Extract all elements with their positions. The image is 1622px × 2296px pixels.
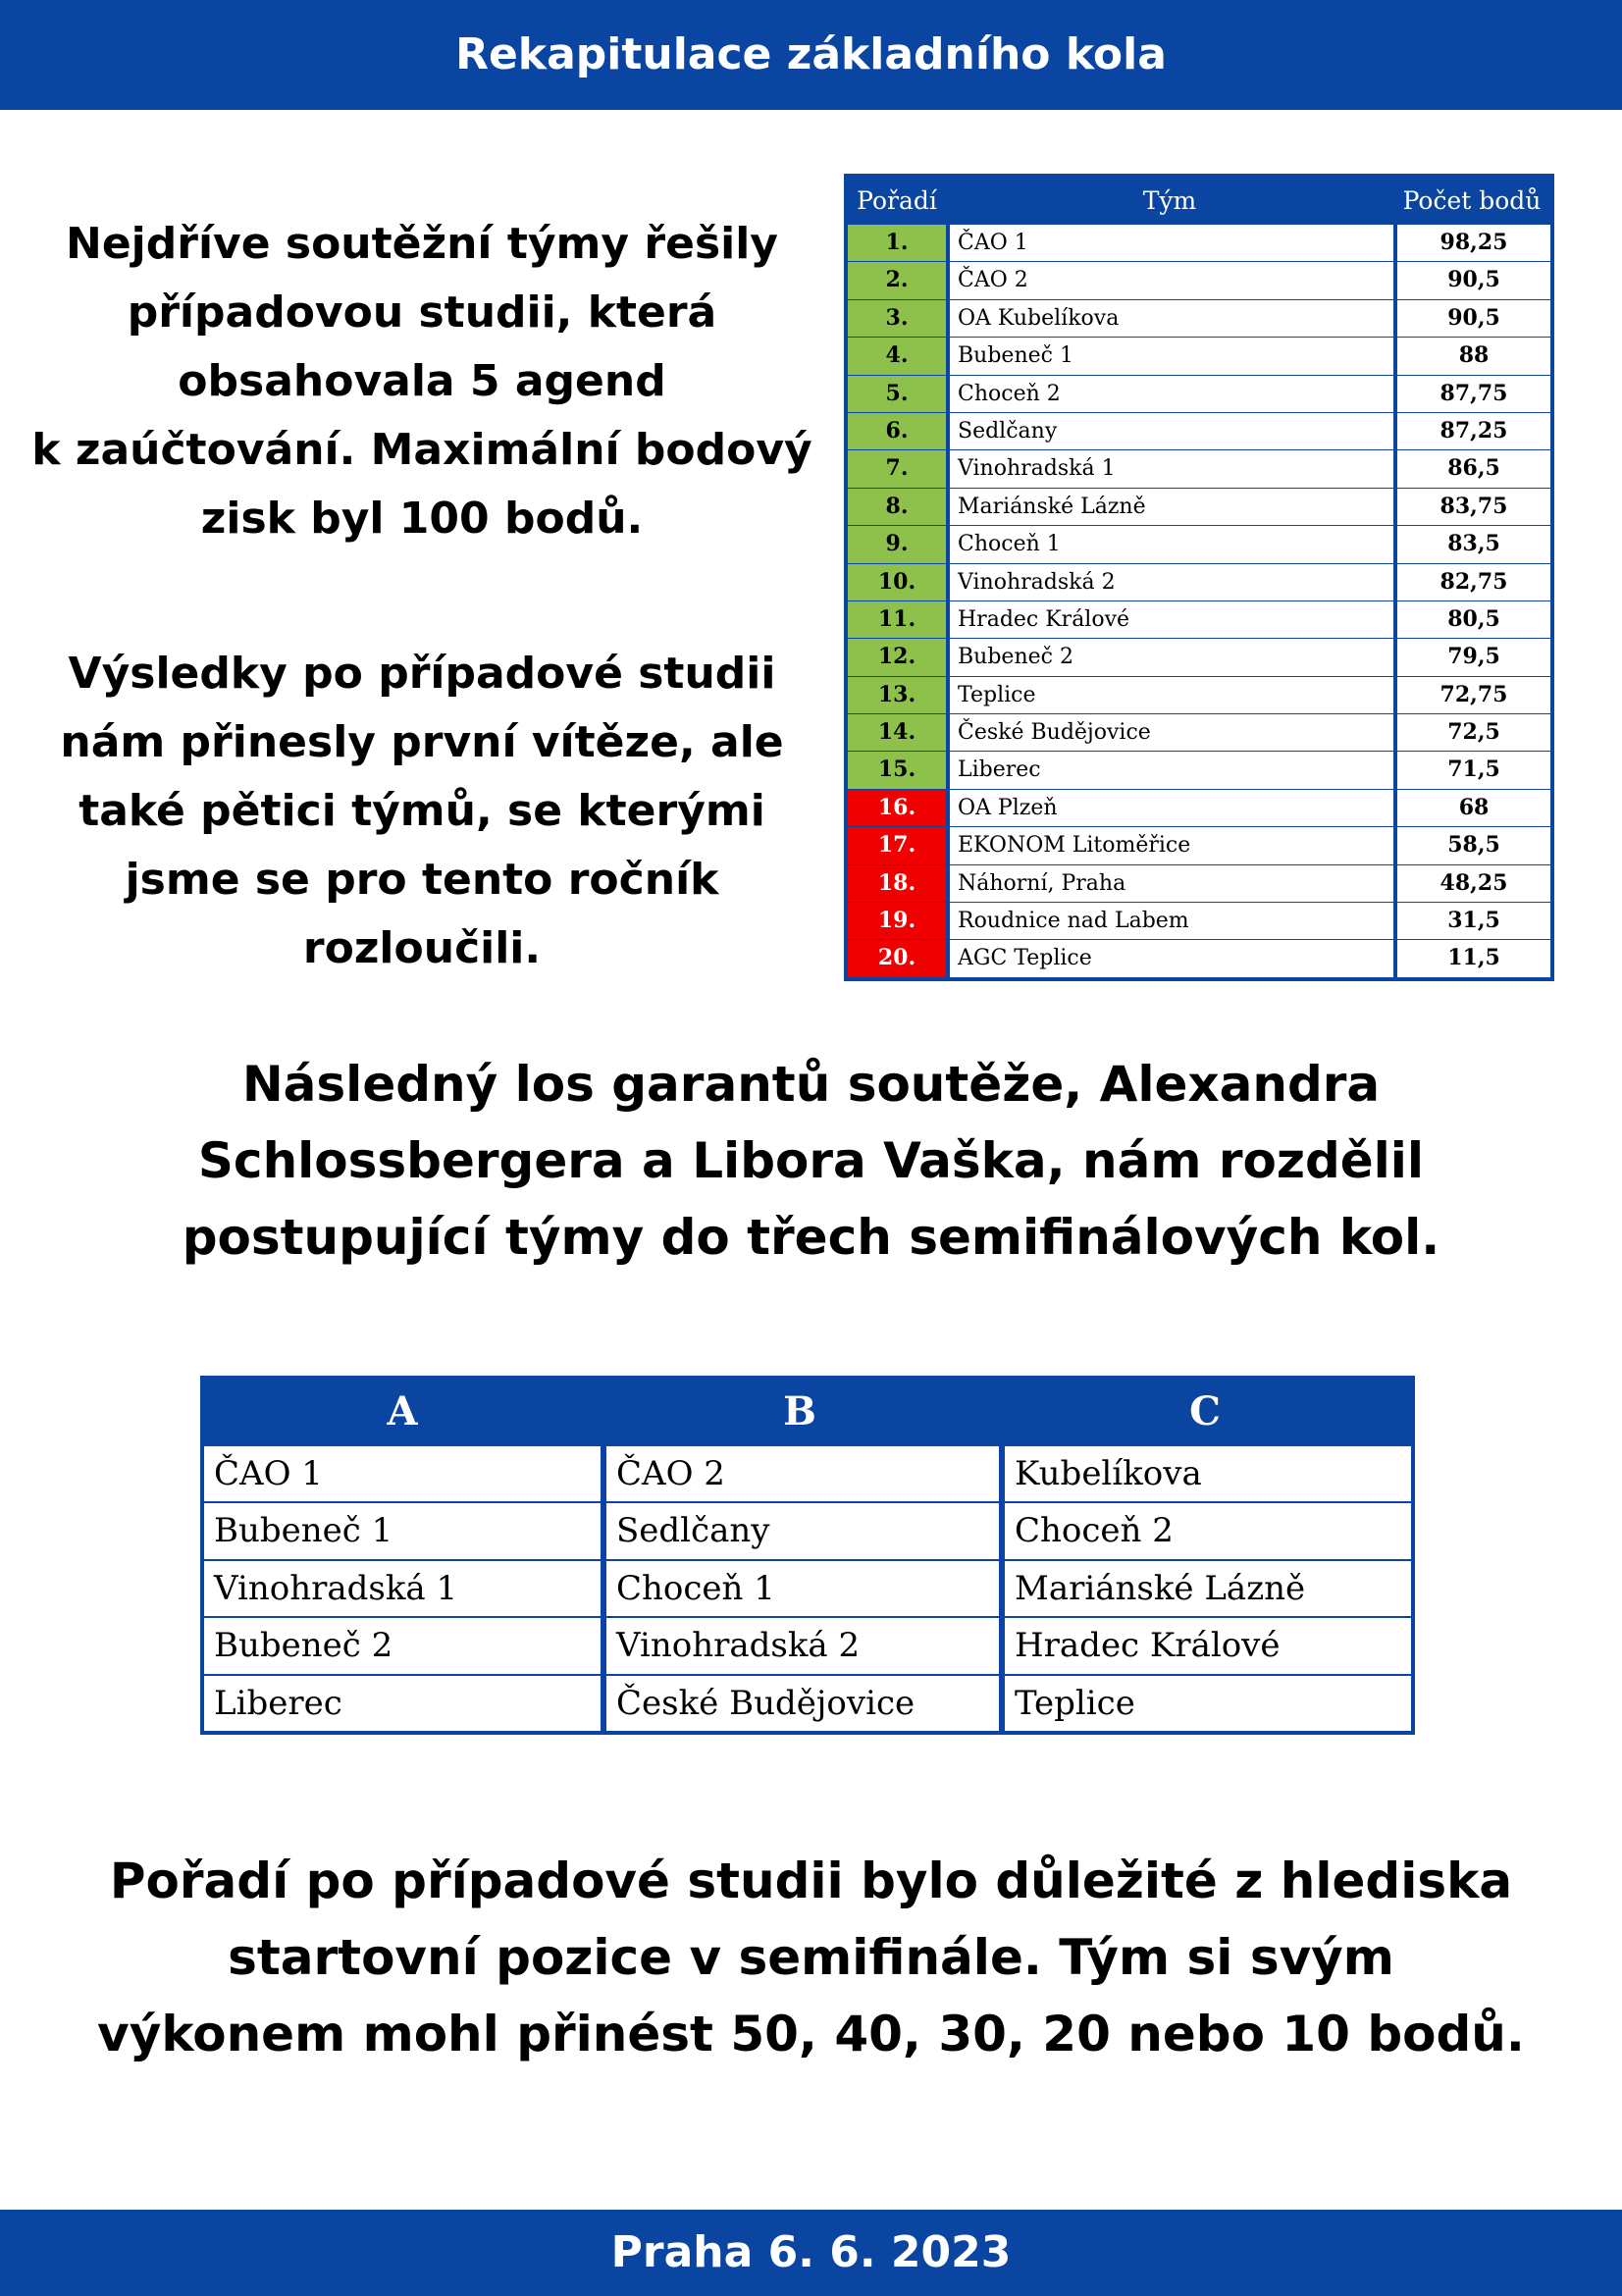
- rank-cell: 2.: [848, 262, 946, 298]
- table-row: [848, 488, 1550, 525]
- group-cell-a: Bubeneč 2: [204, 1618, 601, 1673]
- team-cell: Choceň 2: [946, 376, 1393, 412]
- points-cell: 48,25: [1393, 865, 1550, 902]
- table-row: [848, 563, 1550, 600]
- group-header-a: A: [387, 1388, 418, 1435]
- team-cell: AGC Teplice: [946, 940, 1393, 976]
- table-row: [848, 224, 1550, 261]
- team-cell: České Budějovice: [946, 714, 1393, 751]
- table-row: [848, 261, 1550, 298]
- table-row: [848, 713, 1550, 751]
- team-cell: Choceň 1: [946, 526, 1393, 562]
- team-cell: EKONOM Litoměřice: [946, 827, 1393, 863]
- points-cell: 86,5: [1393, 450, 1550, 487]
- table-row: [848, 449, 1550, 487]
- points-cell: 80,5: [1393, 601, 1550, 638]
- table-row: [204, 1559, 1411, 1616]
- ranking-table: [844, 174, 1554, 981]
- rank-cell: 7.: [848, 450, 946, 487]
- table-row: [204, 1444, 1411, 1501]
- points-cell: 71,5: [1393, 752, 1550, 788]
- group-cell-b: Vinohradská 2: [601, 1618, 999, 1673]
- table-row: [848, 299, 1550, 337]
- points-cell: 90,5: [1393, 262, 1550, 298]
- points-cell: 82,75: [1393, 564, 1550, 600]
- table-row: [848, 939, 1550, 976]
- ranking-header-points: Počet bodů: [1402, 186, 1542, 215]
- group-cell-b: Choceň 1: [601, 1561, 999, 1616]
- table-row: [848, 337, 1550, 374]
- footer-text: Praha 6. 6. 2023: [610, 2227, 1012, 2277]
- rank-cell: 16.: [848, 790, 946, 826]
- team-cell: Bubeneč 1: [946, 338, 1393, 374]
- intro-paragraph: Nejdříve soutěžní týmy řešily případovou studii, která obsahovala 5 agend k zaúčtování. Maximální bodový zisk byl 100 bodů.: [31, 219, 812, 544]
- rank-cell: 8.: [848, 489, 946, 525]
- group-cell-c: Kubelíkova: [999, 1446, 1411, 1501]
- team-cell: ČAO 2: [946, 262, 1393, 298]
- rank-cell: 10.: [848, 564, 946, 600]
- rank-cell: 1.: [848, 225, 946, 261]
- group-cell-a: Vinohradská 1: [204, 1561, 601, 1616]
- team-cell: Mariánské Lázně: [946, 489, 1393, 525]
- rank-cell: 4.: [848, 338, 946, 374]
- table-row: [848, 412, 1550, 449]
- group-cell-c: Mariánské Lázně: [999, 1561, 1411, 1616]
- table-row: [848, 600, 1550, 638]
- header-band: [0, 0, 1622, 110]
- table-row: [848, 638, 1550, 675]
- team-cell: Sedlčany: [946, 413, 1393, 449]
- draw-paragraph: Následný los garantů soutěže, Alexandra Schlossbergera a Libora Vaška, nám rozdělil postupující týmy do třech semifinálových kol.: [182, 1056, 1440, 1266]
- rank-cell: 6.: [848, 413, 946, 449]
- rank-cell: 5.: [848, 376, 946, 412]
- points-cell: 98,25: [1393, 225, 1550, 261]
- groups-table-body: [204, 1444, 1411, 1731]
- ranking-header-team: Tým: [1142, 186, 1197, 215]
- rank-cell: 19.: [848, 903, 946, 939]
- rank-cell: 9.: [848, 526, 946, 562]
- group-cell-c: Choceň 2: [999, 1503, 1411, 1558]
- team-cell: Roudnice nad Labem: [946, 903, 1393, 939]
- points-cell: 31,5: [1393, 903, 1550, 939]
- rank-cell: 13.: [848, 677, 946, 713]
- order-paragraph: Pořadí po případové studii bylo důležité z hlediska startovní pozice v semifinále. Tým si svým výkonem mohl přinést 50, 40, 30, 20 nebo 10 bodů.: [97, 1852, 1525, 2062]
- team-cell: Náhorní, Praha: [946, 865, 1393, 902]
- rank-cell: 17.: [848, 827, 946, 863]
- team-cell: Liberec: [946, 752, 1393, 788]
- table-row: [848, 902, 1550, 939]
- rank-cell: 20.: [848, 940, 946, 976]
- points-cell: 83,5: [1393, 526, 1550, 562]
- group-cell-a: Bubeneč 1: [204, 1503, 601, 1558]
- points-cell: 72,75: [1393, 677, 1550, 713]
- points-cell: 58,5: [1393, 827, 1550, 863]
- rank-cell: 15.: [848, 752, 946, 788]
- points-cell: 87,75: [1393, 376, 1550, 412]
- footer-band: [0, 2210, 1622, 2296]
- points-cell: 79,5: [1393, 639, 1550, 675]
- group-cell-c: Hradec Králové: [999, 1618, 1411, 1673]
- table-row: [848, 751, 1550, 788]
- table-row: [848, 676, 1550, 713]
- group-header-c: C: [1189, 1388, 1221, 1435]
- ranking-table-header: [848, 178, 1550, 224]
- group-cell-b: České Budějovice: [601, 1676, 999, 1731]
- team-cell: Bubeneč 2: [946, 639, 1393, 675]
- table-row: [204, 1674, 1411, 1731]
- group-header-b: B: [783, 1388, 816, 1435]
- rank-cell: 14.: [848, 714, 946, 751]
- group-cell-a: Liberec: [204, 1676, 601, 1731]
- page-title: Rekapitulace základního kola: [455, 29, 1167, 79]
- points-cell: 88: [1393, 338, 1550, 374]
- results-paragraph: Výsledky po případové studii nám přinesly první vítěze, ale také pětici týmů, se kterými jsme se pro tento ročník rozloučili.: [60, 649, 784, 973]
- rank-cell: 11.: [848, 601, 946, 638]
- rank-cell: 12.: [848, 639, 946, 675]
- team-cell: Hradec Králové: [946, 601, 1393, 638]
- team-cell: Vinohradská 2: [946, 564, 1393, 600]
- group-cell-a: ČAO 1: [204, 1446, 601, 1501]
- group-cell-b: ČAO 2: [601, 1446, 999, 1501]
- groups-table-header: [204, 1380, 1411, 1444]
- table-row: [848, 525, 1550, 562]
- rank-cell: 3.: [848, 300, 946, 337]
- points-cell: 87,25: [1393, 413, 1550, 449]
- table-row: [204, 1501, 1411, 1558]
- table-row: [848, 826, 1550, 863]
- points-cell: 68: [1393, 790, 1550, 826]
- ranking-table-body: [848, 224, 1550, 977]
- table-row: [848, 864, 1550, 902]
- table-row: [204, 1616, 1411, 1673]
- points-cell: 11,5: [1393, 940, 1550, 976]
- points-cell: 72,5: [1393, 714, 1550, 751]
- team-cell: Vinohradská 1: [946, 450, 1393, 487]
- team-cell: OA Kubelíkova: [946, 300, 1393, 337]
- group-cell-c: Teplice: [999, 1676, 1411, 1731]
- points-cell: 83,75: [1393, 489, 1550, 525]
- group-cell-b: Sedlčany: [601, 1503, 999, 1558]
- points-cell: 90,5: [1393, 300, 1550, 337]
- team-cell: OA Plzeň: [946, 790, 1393, 826]
- table-row: [848, 375, 1550, 412]
- table-row: [848, 789, 1550, 826]
- ranking-header-rank: Pořadí: [857, 186, 937, 215]
- groups-table: [200, 1376, 1415, 1735]
- rank-cell: 18.: [848, 865, 946, 902]
- team-cell: ČAO 1: [946, 225, 1393, 261]
- team-cell: Teplice: [946, 677, 1393, 713]
